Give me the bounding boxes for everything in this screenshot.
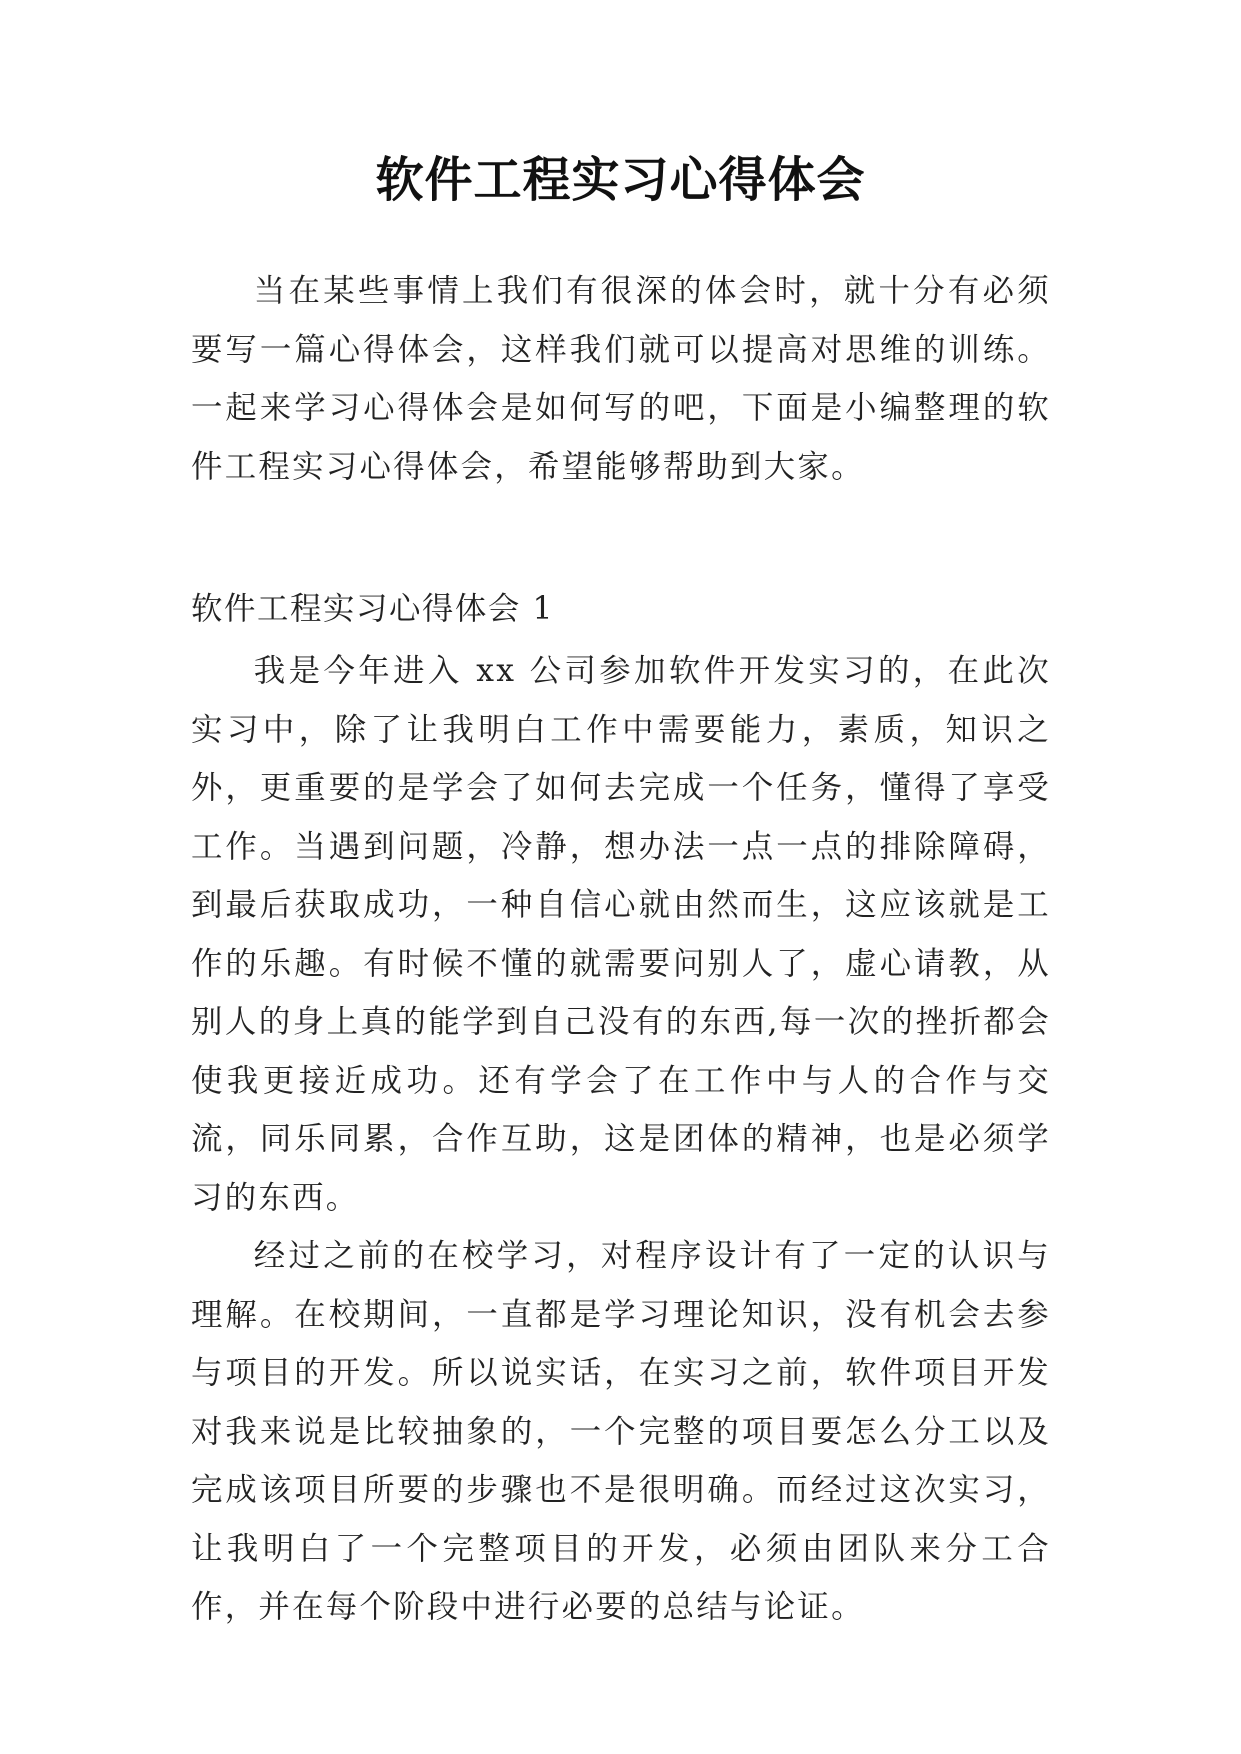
body-paragraph-2: 经过之前的在校学习，对程序设计有了一定的认识与理解。在校期间，一直都是学习理论知识，没有机会去参与项目的开发。所以说实话，在实习之前，软件项目开发对我来说是比较抽象的，一个完整的项目要怎么分工以及完成该项目所要的步骤也不是很明确。而经过这次实习，让我明白了一个完整项目的开发，必须由团队来分工合作，并在每个阶段中进行必要的总结与论证。 — [191, 1238, 1051, 1625]
intro-paragraph: 当在某些事情上我们有很深的体会时，就十分有必须要写一篇心得体会，这样我们就可以提高对思维的训练。一起来学习心得体会是如何写的吧，下面是小编整理的软件工程实习心得体会，希望能够帮助到大家。 — [191, 273, 1051, 485]
intro-block — [191, 262, 1051, 496]
section-heading: 软件工程实习心得体会 1 — [191, 591, 555, 627]
body-paragraph-1: 我是今年进入 xx 公司参加软件开发实习的，在此次实习中，除了让我明白工作中需要能力，素质，知识之外，更重要的是学会了如何去完成一个任务，懂得了享受工作。当遇到问题，冷静，想办法一点一点的排除障碍，到最后获取成功，一种自信心就由然而生，这应该就是工作的乐趣。有时候不懂的就需要问别人了，虚心请教，从别人的身上真的能学到自己没有的东西,每一次的挫折都会使我更接近成功。还有学会了在工作中与人的合作与交流，同乐同累，合作互助，这是团体的精神，也是必须学习的东西。 — [191, 653, 1051, 1216]
section-body — [191, 642, 1051, 1637]
document-title: 软件工程实习心得体会 — [375, 152, 866, 208]
